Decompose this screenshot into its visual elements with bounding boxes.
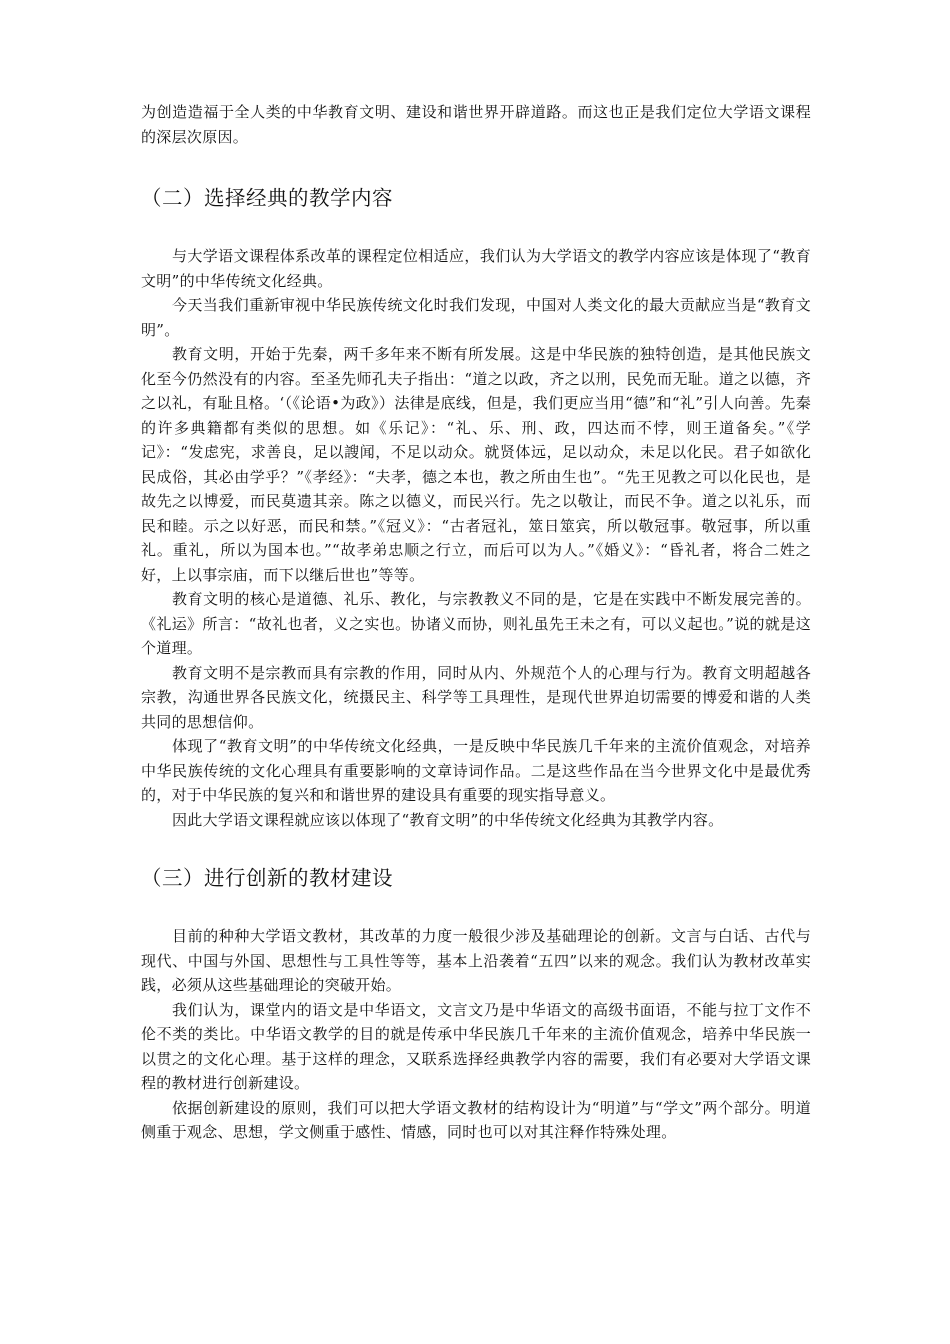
section2-paragraph-4: 教育文明的核心是道德、礼乐、教化，与宗教教义不同的是，它是在实践中不断发展完善的。《礼运》所言：“故礼也者，义之实也。协诸义而协，则礼虽先王未之有，可以义起也。”说的就是这个道理。 <box>141 590 811 657</box>
intro-paragraph: 为创造造福于全人类的中华教育文明、建设和谐世界开辟道路。而这也正是我们定位大学语文课程的深层次原因。 <box>141 103 811 146</box>
section2-paragraph-1: 与大学语文课程体系改革的课程定位相适应，我们认为大学语文的教学内容应该是体现了“教育文明”的中华传统文化经典。 <box>141 247 811 290</box>
section-heading-3: （三）进行创新的教材建设 <box>141 866 393 890</box>
section2-paragraph-3: 教育文明，开始于先秦，两千多年来不断有所发展。这是中华民族的独特创造，是其他民族文化至今仍然没有的内容。至圣先师孔夫子指出：“道之以政，齐之以刑，民免而无耻。道之以德，齐之以礼，有耻且格。‘（《论语•为政》）法律是底线，但是，我们更应当用“德”和“礼”引人向善。先秦的许多典籍都有类似的思想。如《乐记》：“礼、乐、刑、政，四达而不悖，则王道备矣。”《学记》：“发虑宪，求善良，足以謏闻，不足以动众。就贤体远，足以动众，未足以化民。君子如欲化民成俗，其必由学乎？”《孝经》：“夫孝，德之本也，教之所由生也”。“先王见教之可以化民也，是故先之以博爱，而民莫遗其亲。陈之以德义，而民兴行。先之以敬让，而民不争。道之以礼乐，而民和睦。示之以好恶，而民和禁。”《冠义》：“古者冠礼，筮日筮宾，所以敬冠事。敬冠事，所以重礼。重礼，所以为国本也。”“故孝弟忠顺之行立，而后可以为人。”《婚义》：“昏礼者，将合二姓之好，上以事宗庙，而下以继后世也”等等。 <box>141 345 811 584</box>
section-heading-2: （二）选择经典的教学内容 <box>141 186 393 210</box>
document-page <box>141 100 811 1145</box>
section2-paragraph-7: 因此大学语文课程就应该以体现了“教育文明”的中华传统文化经典为其教学内容。 <box>172 810 724 829</box>
section3-paragraph-3: 依据创新建设的原则，我们可以把大学语文教材的结构设计为“明道”与“学文”两个部分。明道侧重于观念、思想，学文侧重于感性、情感，同时也可以对其注释作特殊处理。 <box>141 1098 811 1141</box>
section3-paragraph-2: 我们认为，课堂内的语文是中华语文，文言文乃是中华语文的高级书面语，不能与拉丁文作不伦不类的类比。中华语文教学的目的就是传承中华民族几千年来的主流价值观念，培养中华民族一以贯之的文化心理。基于这样的理念，又联系选择经典教学内容的需要，我们有必要对大学语文课程的教材进行创新建设。 <box>141 1000 811 1092</box>
section2-paragraph-2: 今天当我们重新审视中华民族传统文化时我们发现，中国对人类文化的最大贡献应当是“教育文明”。 <box>141 296 811 339</box>
section3-paragraph-1: 目前的种种大学语文教材，其改革的力度一般很少涉及基础理论的创新。文言与白话、古代与现代、中国与外国、思想性与工具性等等，基本上沿袭着“五四”以来的观念。我们认为教材改革实践，必须从这些基础理论的突破开始。 <box>141 927 811 994</box>
section2-paragraph-5: 教育文明不是宗教而具有宗教的作用，同时从内、外规范个人的心理与行为。教育文明超越各宗教，沟通世界各民族文化，统摄民主、科学等工具理性，是现代世界迫切需要的博爱和谐的人类共同的思想信仰。 <box>141 663 811 731</box>
section2-paragraph-6: 体现了“教育文明”的中华传统文化经典，一是反映中华民族几千年来的主流价值观念，对培养中华民族传统的文化心理具有重要影响的文章诗词作品。二是这些作品在当今世界文化中是最优秀的，对于中华民族的复兴和和谐世界的建设具有重要的现实指导意义。 <box>141 737 811 804</box>
